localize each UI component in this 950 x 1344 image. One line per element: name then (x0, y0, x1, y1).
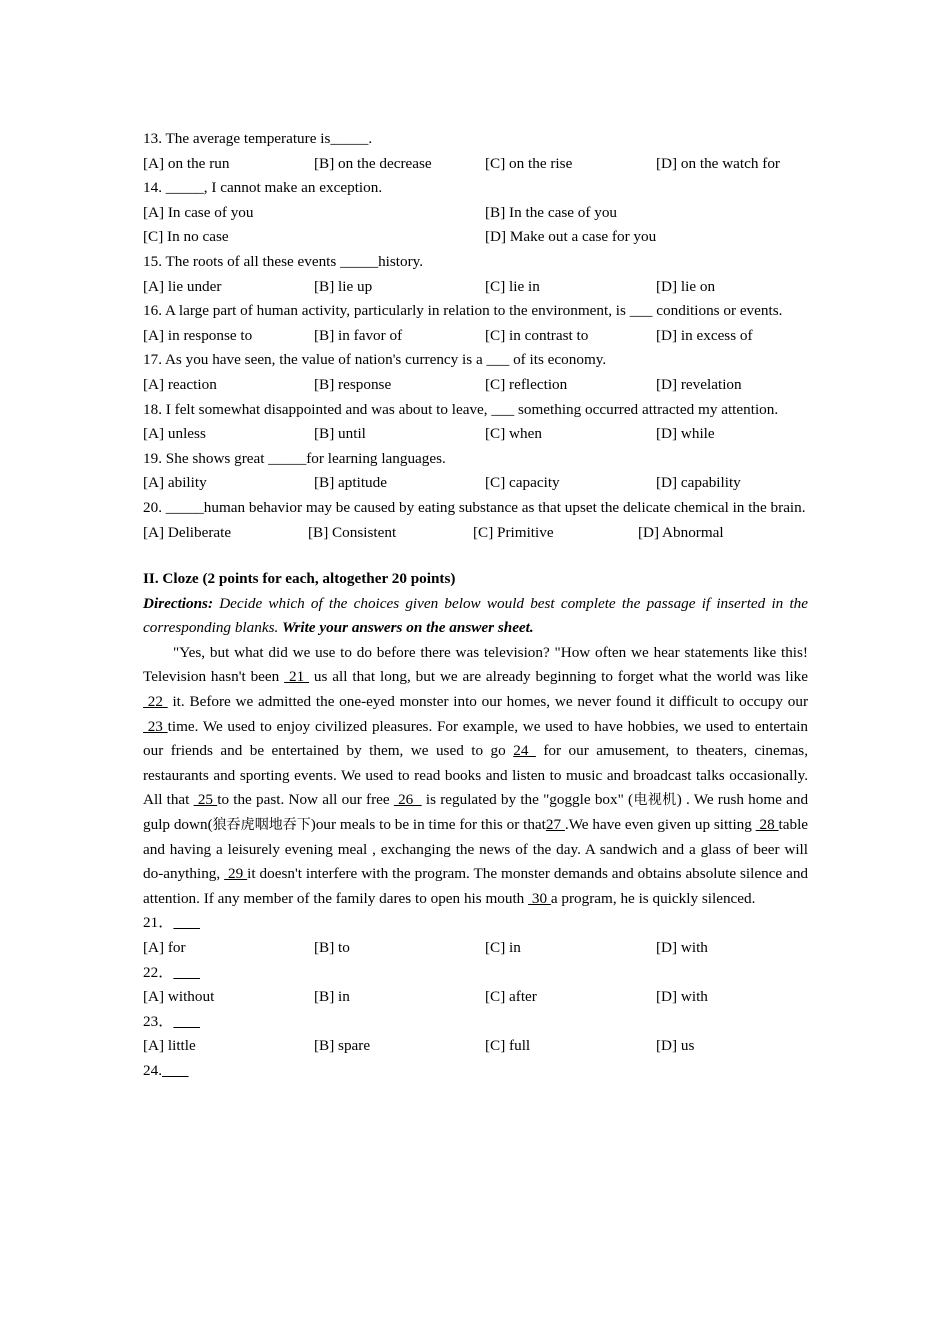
option-20-c[interactable]: [C] Primitive (473, 523, 554, 541)
option-row-18 (143, 422, 808, 447)
passage-cjk-television: 电视机 (633, 792, 677, 809)
option-22-b[interactable]: [B] in (314, 988, 350, 1006)
question-stem-19: 19. She shows great _____for learning languages. (143, 449, 446, 467)
cloze-directions (143, 592, 808, 641)
passage-blank-21[interactable]: 21 (284, 668, 310, 686)
option-14-a[interactable]: [A] In case of you (143, 203, 254, 221)
option-21-c[interactable]: [C] in (485, 939, 521, 956)
option-22-c[interactable]: [C] after (485, 988, 537, 1006)
option-18-b[interactable]: [B] until (314, 425, 366, 443)
passage-segment: us all that long, but we are already beginning to forget what the world was like (309, 668, 809, 686)
option-16-b[interactable]: [B] in favor of (314, 326, 403, 344)
cloze-question-number-23 (143, 1010, 808, 1035)
passage-segment: )our meals to be in time for this or that (310, 816, 546, 834)
passage-blank-29[interactable]: 29 (224, 865, 248, 883)
passage-segment: for our amusement, to theaters, cinemas, restaurants and sporting events. We used to read books and listen to music and broadcast talks occasionally. All that (143, 742, 809, 809)
option-13-a[interactable]: [A] on the run (143, 154, 230, 172)
passage-segment: is regulated by the "goggle box" ( (421, 791, 634, 809)
option-19-b[interactable]: [B] aptitude (314, 474, 387, 492)
passage-segment: "Yes, but what did we use to do before there was television? "How often we hear statements like this! Television hasn't been (143, 643, 808, 686)
option-row-19 (143, 471, 808, 496)
passage-blank-28[interactable]: 28 (755, 816, 779, 834)
passage-segment: to the past. Now all our free (217, 791, 394, 809)
option-15-d[interactable]: [D] lie on (656, 277, 716, 295)
cloze-num-label: 22． (143, 963, 174, 981)
option-23-d[interactable]: [D] us (656, 1037, 695, 1055)
option-13-b[interactable]: [B] on the decrease (314, 154, 432, 172)
cloze-question-number-22 (143, 961, 808, 986)
option-17-a[interactable]: [A] reaction (143, 375, 217, 393)
option-22-a[interactable]: [A] without (143, 988, 215, 1006)
cloze-question-number-24 (143, 1059, 808, 1084)
directions-body: Decide which of the choices given below would best complete the passage if inserted in the corresponding blanks. (143, 594, 808, 637)
passage-segment: .We have even given up sitting (564, 816, 756, 834)
option-row-17 (143, 373, 808, 398)
passage-segment: time. We used to enjoy civilized pleasures. For example, we used to have hobbies, we used to entertain our friends and be entertained by them, we used to go (143, 717, 809, 760)
passage-blank-22[interactable]: 22 (143, 693, 168, 711)
passage-blank-30[interactable]: 30 (528, 889, 551, 907)
option-15-b[interactable]: [B] lie up (314, 277, 373, 295)
option-23-b[interactable]: [B] spare (314, 1037, 371, 1055)
cloze-num-label: 24. (143, 1061, 162, 1079)
option-17-c[interactable]: [C] reflection (485, 375, 568, 393)
passage-blank-24[interactable]: 24 (513, 742, 536, 760)
option-row-21 (143, 936, 808, 961)
option-22-d[interactable]: [D] with (656, 988, 708, 1006)
option-16-d[interactable]: [D] in excess of (656, 326, 753, 344)
question-stem-16: 16. A large part of human activity, particularly in relation to the environment, is ___ conditions or events. (143, 302, 783, 320)
option-14-b[interactable]: [B] In the case of you (485, 203, 618, 221)
question-stem-15: 15. The roots of all these events _____history. (143, 252, 424, 270)
passage-segment: it. Before we admitted the one-eyed monster into our homes, we never found it difficult to occupy our (167, 693, 808, 711)
option-15-a[interactable]: [A] lie under (143, 277, 222, 295)
option-14-d[interactable]: [D] Make out a case for you (485, 228, 657, 246)
option-row-14-bottom (143, 225, 808, 250)
option-20-a[interactable]: [A] Deliberate (143, 523, 232, 541)
option-row-15 (143, 275, 808, 300)
option-row-14-top (143, 201, 808, 226)
cloze-num-label: 23． (143, 1012, 174, 1030)
option-21-b[interactable]: [B] to (314, 939, 350, 956)
option-16-a[interactable]: [A] in response to (143, 326, 253, 344)
option-23-c[interactable]: [C] full (485, 1037, 531, 1055)
option-17-d[interactable]: [D] revelation (656, 375, 742, 393)
directions-tail: Write your answers on the answer sheet. (282, 619, 534, 637)
passage-blank-25[interactable]: 25 (193, 791, 218, 809)
option-row-22 (143, 985, 808, 1010)
question-stem-14: 14. _____, I cannot make an exception. (143, 179, 383, 197)
cloze-answer-rule-21[interactable] (173, 914, 200, 931)
section-heading-cloze: II. Cloze (2 points for each, altogether 20 points) (143, 570, 456, 588)
option-20-b[interactable]: [B] Consistent (308, 523, 397, 541)
option-18-d[interactable]: [D] while (656, 425, 715, 443)
option-17-b[interactable]: [B] response (314, 375, 392, 393)
cloze-num-label: 21． (143, 914, 174, 932)
option-19-d[interactable]: [D] capability (656, 474, 741, 492)
question-stem-17: 17. As you have seen, the value of nation's currency is a ___ of its economy. (143, 351, 607, 369)
question-stem-18: 18. I felt somewhat disappointed and was about to leave, ___ something occurred attracted my attention. (143, 400, 779, 418)
passage-segment: a program, he is quickly silenced. (550, 889, 756, 907)
passage-blank-27[interactable]: 27 (545, 816, 565, 834)
passage-segment: table and having a leisurely evening meal , exchanging the news of the day. A sandwich and a glass of beer will do-anything, (143, 816, 809, 883)
passage-segment: ) . We rush home and gulp down( (143, 791, 809, 834)
passage-blank-23[interactable]: 23 (143, 717, 168, 735)
cloze-answer-rule-22[interactable] (173, 964, 200, 981)
option-row-20 (143, 521, 808, 546)
option-13-d[interactable]: [D] on the watch for (656, 154, 780, 172)
option-21-d[interactable]: [D] with (656, 939, 708, 956)
option-23-a[interactable]: [A] little (143, 1037, 196, 1055)
option-20-d[interactable]: [D] Abnormal (638, 523, 724, 541)
cloze-answer-rule-24[interactable] (162, 1062, 189, 1079)
option-row-13 (143, 152, 808, 177)
option-18-a[interactable]: [A] unless (143, 425, 206, 443)
page-content (143, 127, 808, 1084)
question-stem-20: 20. _____human behavior may be caused by eating substance as that upset the delicate chemical in the brain. (143, 498, 806, 516)
option-13-c[interactable]: [C] on the rise (485, 154, 573, 172)
passage-blank-26[interactable]: 26 (393, 791, 422, 809)
cloze-answer-rule-23[interactable] (173, 1013, 200, 1030)
question-stem-13: 13. The average temperature is_____. (143, 130, 373, 147)
option-19-a[interactable]: [A] ability (143, 474, 207, 492)
option-18-c[interactable]: [C] when (485, 425, 542, 443)
passage-segment: it doesn't interfere with the program. The monster demands and obtains absolute silence and attention. If any member of the family dares to open his mouth (143, 865, 809, 907)
option-row-23 (143, 1034, 808, 1059)
directions-label: Directions: (143, 594, 214, 612)
option-14-c[interactable]: [C] In no case (143, 228, 229, 246)
cloze-passage (143, 641, 808, 912)
option-row-16 (143, 324, 808, 349)
passage-cjk-gulp-down: 狼吞虎咽地吞下 (212, 817, 311, 834)
option-19-c[interactable]: [C] capacity (485, 474, 560, 492)
option-15-c[interactable]: [C] lie in (485, 277, 540, 295)
option-21-a[interactable]: [A] for (143, 939, 186, 956)
cloze-question-number-21 (143, 911, 808, 936)
option-16-c[interactable]: [C] in contrast to (485, 326, 589, 344)
